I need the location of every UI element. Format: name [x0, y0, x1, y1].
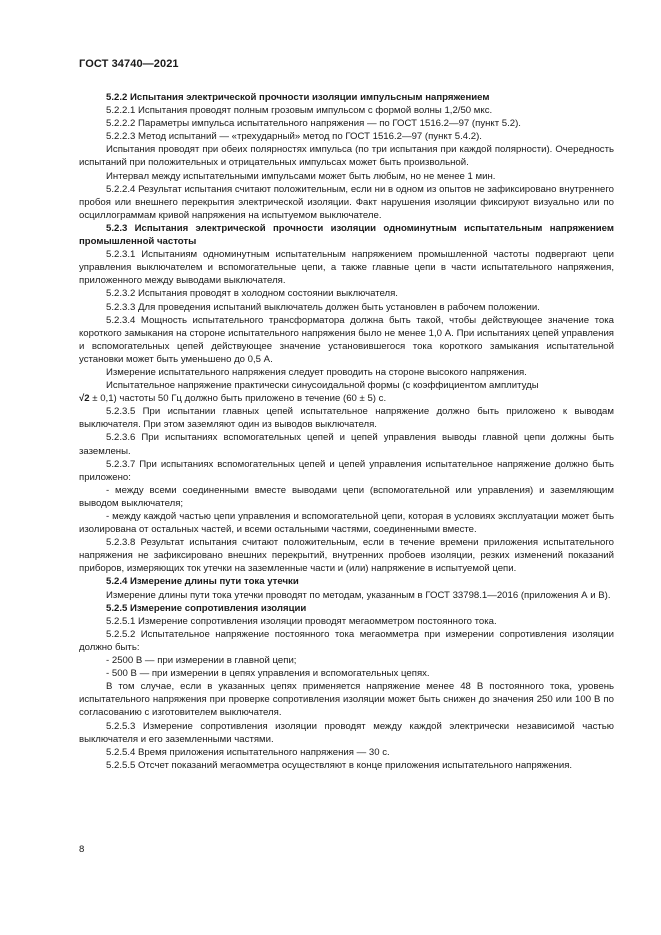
paragraph: 5.2.5.4 Время приложения испытательного напряжения — 30 с.	[106, 746, 390, 758]
paragraph: 5.2.2.4 Результат испытания считают положительным, если ни в одном из опытов не зафиксировано внутреннего пробоя или внешнего перекрытия электрической изоляции. Факт нарушения изоляции фиксируют визуально или по осциллограммам кривой напряжения на испытуемом выключателе.	[79, 183, 614, 221]
paragraph	[79, 379, 614, 405]
list-item: - между всеми соединенными вместе выводами цепи (вспомогательной или управления) и заземляющим выводом выключателя;	[79, 484, 614, 509]
paragraph: 5.2.5.1 Измерение сопротивления изоляции проводят мегаомметром постоянного тока.	[106, 615, 497, 627]
paragraph: 5.2.2.2 Параметры импульса испытательного напряжения — по ГОСТ 1516.2—97 (пункт 5.2).	[106, 118, 521, 130]
section-heading-5-2-3: 5.2.3 Испытания электрической прочности изоляции одноминутным испытательным напряжением промышленной частоты	[79, 222, 614, 248]
paragraph: Измерение длины пути тока утечки проводят по методам, указанным в ГОСТ 33798.1—2016 (приложения А и В).	[106, 589, 611, 601]
section-heading-5-2-5: 5.2.5 Измерение сопротивления изоляции	[106, 602, 307, 614]
paragraph: Испытания проводят при обеих полярностях импульса (по три испытания при каждой полярности). Очередность испытаний при положительных и отрицательных импульсах может быть произвольной.	[79, 144, 614, 169]
paragraph: 5.2.2.1 Испытания проводят полным грозовым импульсом с формой волны 1,2/50 мкс.	[106, 105, 493, 117]
paragraph: 5.2.3.3 Для проведения испытаний выключатель должен быть установлен в рабочем положении.	[106, 301, 540, 313]
list-item: - 500 В — при измерении в цепях управления и вспомогательных цепях.	[106, 668, 430, 680]
list-item: - между каждой частью цепи управления и вспомогательной цепи, которая в условиях эксплуатации может быть изолирована от остальных частей, и всеми остальными частями, соединенными вместе.	[79, 511, 614, 536]
paragraph-text: Испытательное напряжение практически синусоидальной формы (с коэффициентом амплитуды	[106, 380, 539, 392]
page-number: 8	[79, 844, 85, 855]
document-body	[79, 91, 614, 772]
document-code-header: ГОСТ 34740—2021	[79, 58, 179, 70]
paragraph: 5.2.3.8 Результат испытания считают положительным, если в течение времени приложения испытательного напряжения не зафиксировано внешних перекрытий, внутренних пробоев изоляции, резких изменений показаний приборов, измеряющих ток утечки на заземленные части и (или) напряжение в испытуемой цепи.	[79, 537, 614, 575]
sqrt-two-formula: √2	[79, 393, 90, 405]
paragraph: 5.2.3.4 Мощность испытательного трансформатора должна быть такой, чтобы действующее значение тока короткого замыкания на стороне испытательного напряжения было не менее 1,0 А. При испытаниях цепей управления и вспомогательных цепей действующее значение установившегося тока короткого замыкания испытательной установки может быть уменьшено до 0,5 А.	[79, 314, 614, 365]
paragraph-text: ± 0,1) частоты 50 Гц должно быть приложено в течение (60 ± 5) с.	[89, 393, 387, 405]
paragraph: 5.2.3.6 При испытаниях вспомогательных цепей и цепей управления выводы главной цепи должны быть заземлены.	[79, 432, 614, 457]
paragraph: 5.2.2.3 Метод испытаний — «трехударный» метод по ГОСТ 1516.2—97 (пункт 5.4.2).	[106, 131, 482, 143]
paragraph: 5.2.3.7 При испытаниях вспомогательных цепей и цепей управления испытательное напряжение должно быть приложено:	[79, 458, 614, 483]
paragraph: 5.2.3.2 Испытания проводят в холодном состоянии выключателя.	[106, 288, 398, 300]
paragraph: 5.2.5.5 Отсчет показаний мегаомметра осуществляют в конце приложения испытательного напряжения.	[106, 759, 573, 771]
section-heading-5-2-2: 5.2.2 Испытания электрической прочности изоляции импульсным напряжением	[106, 92, 490, 103]
paragraph: Измерение испытательного напряжения следует проводить на стороне высокого напряжения.	[106, 366, 527, 378]
paragraph: В том случае, если в указанных цепях применяется напряжение менее 48 В постоянного тока, уровень испытательного напряжения при проверке сопротивления изоляции может быть снижен до значения 250 или 100 В по согласованию с изготовителем выключателя.	[79, 681, 614, 719]
paragraph: Интервал между испытательными импульсами может быть любым, но не менее 1 мин.	[106, 170, 496, 182]
section-heading-5-2-4: 5.2.4 Измерение длины пути тока утечки	[106, 576, 299, 588]
paragraph: 5.2.5.3 Измерение сопротивления изоляции проводят между каждой электрически независимой частью выключателя и его заземленными частями.	[79, 720, 614, 745]
list-item: - 2500 В — при измерении в главной цепи;	[106, 655, 297, 667]
paragraph: 5.2.3.1 Испытаниям одноминутным испытательным напряжением промышленной частоты подвергают цепи управления выключателем и вспомогательные цепи, а также главные цепи в части испытательного напряжения, приложенного между выводами выключателя.	[79, 249, 614, 287]
paragraph: 5.2.5.2 Испытательное напряжение постоянного тока мегаомметра при измерении сопротивления изоляции должно быть:	[79, 628, 614, 653]
paragraph: 5.2.3.5 При испытании главных цепей испытательное напряжение должно быть приложено к выводам выключателя. При этом заземляют один из выводов выключателя.	[79, 406, 614, 431]
